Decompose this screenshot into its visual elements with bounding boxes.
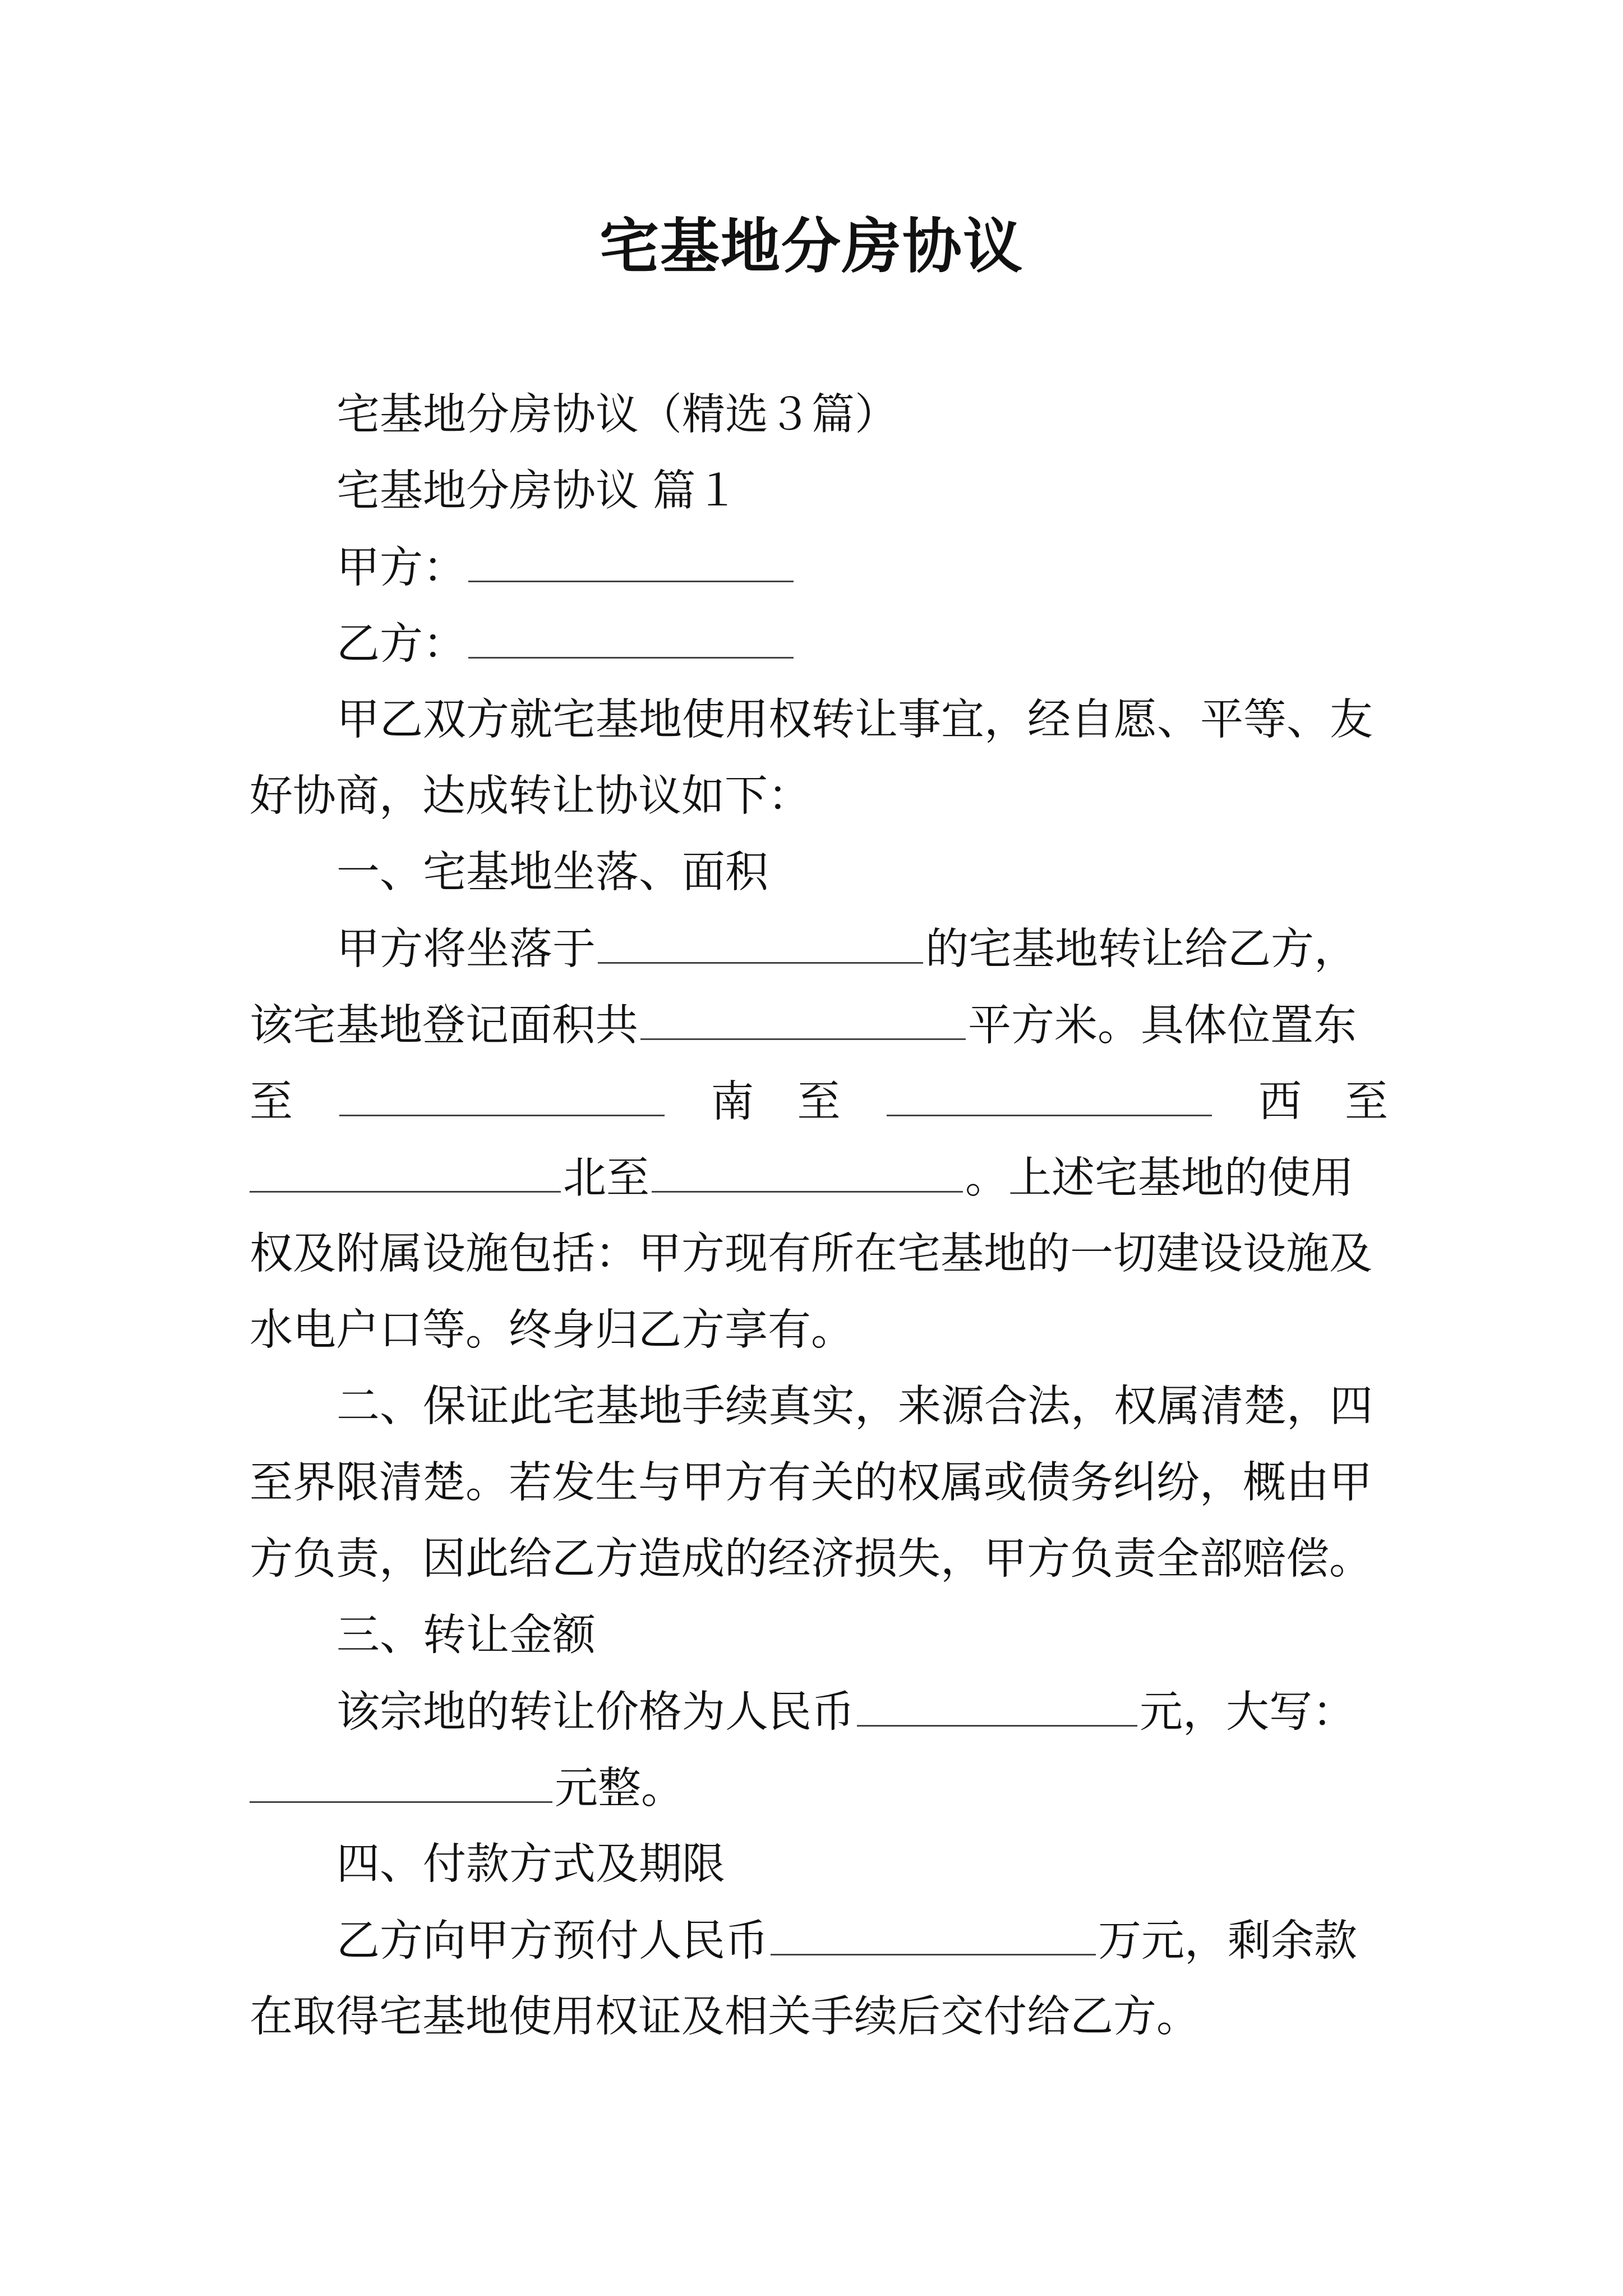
clause-1-heading: 一、宅基地坐落、面积: [336, 848, 768, 898]
prepay-blank: [771, 1913, 1096, 1955]
party-b-label: 乙方：: [336, 619, 466, 670]
clause-3-line-1: [336, 1684, 1486, 1741]
clause-2-line-3: 方负责，因此给乙方造成的经济损失，甲方负责全部赔偿。: [250, 1534, 1372, 1584]
party-a-label: 甲方：: [336, 543, 466, 593]
price-words-blank: [250, 1760, 552, 1803]
clause-1-line-2: [250, 997, 1399, 1054]
clause-1-line-4: [250, 1150, 1399, 1207]
clause-4-text: 乙方向甲方预付人民币: [336, 1916, 768, 1967]
clause-1-line-5: 权及附属设施包括：甲方现有所在宅基地的一切建设设施及: [250, 1229, 1372, 1279]
subtitle: 宅基地分房协议（精选３篇）: [336, 390, 898, 440]
clause-1-text: 。上述宅基地的使用: [965, 1153, 1354, 1204]
south-blank: [887, 1074, 1212, 1116]
intro-line-2: 好协商，达成转让协议如下：: [250, 771, 811, 821]
clause-2-line-1: 二、保证此宅基地手续真实，来源合法，权属清楚，四: [336, 1382, 1373, 1432]
clause-3-text: 该宗地的转让价格为人民币: [336, 1687, 855, 1738]
clause-1-text: 该宅基地登记面积共: [250, 1001, 638, 1051]
north-label: 北至: [563, 1153, 649, 1204]
area-blank: [640, 997, 966, 1040]
clause-2-line-2: 至界限清楚。若发生与甲方有关的权属或债务纠纷，概由甲: [250, 1458, 1372, 1508]
location-blank: [598, 921, 923, 964]
clause-1-text: 甲方将坐落于: [336, 924, 596, 975]
clause-3-line-2: [250, 1760, 1399, 1817]
east-blank: [339, 1074, 665, 1116]
south-label: 南 至: [711, 1077, 841, 1128]
clause-1-text: 的宅基地转让给乙方，: [925, 924, 1357, 975]
party-b-blank: [468, 616, 794, 659]
intro-line-1: 甲乙双方就宅基地使用权转让事宜，经自愿、平等、友: [336, 695, 1373, 745]
clause-1-line-3: [250, 1074, 1388, 1130]
clause-4-text: 万元，剩余款: [1098, 1916, 1357, 1967]
clause-1-line-6: 水电户口等。终身归乙方享有。: [250, 1305, 854, 1355]
party-a-blank: [468, 540, 794, 582]
section-heading: 宅基地分房协议 篇１: [336, 466, 739, 516]
clause-1-line-1: [336, 921, 1486, 978]
clause-4-line-2: 在取得宅基地使用权证及相关手续后交付给乙方。: [250, 1992, 1200, 2042]
east-label: 至: [250, 1077, 293, 1128]
clause-3-text: 元，大写：: [1140, 1687, 1355, 1738]
north-blank: [652, 1150, 963, 1193]
west-blank: [250, 1150, 561, 1193]
document-title: 宅基地分房协议: [600, 211, 1023, 281]
price-blank: [857, 1684, 1137, 1727]
clause-1-text: 平方米。具体位置东: [968, 1001, 1357, 1051]
party-b-line: [336, 616, 1486, 673]
clause-3-heading: 三、转让金额: [336, 1611, 596, 1660]
west-label: 西 至: [1258, 1077, 1388, 1128]
clause-4-line-1: [336, 1913, 1486, 1970]
clause-3-text: 元整。: [555, 1764, 684, 1814]
party-a-line: [336, 540, 1486, 596]
clause-4-heading: 四、付款方式及期限: [336, 1839, 725, 1889]
